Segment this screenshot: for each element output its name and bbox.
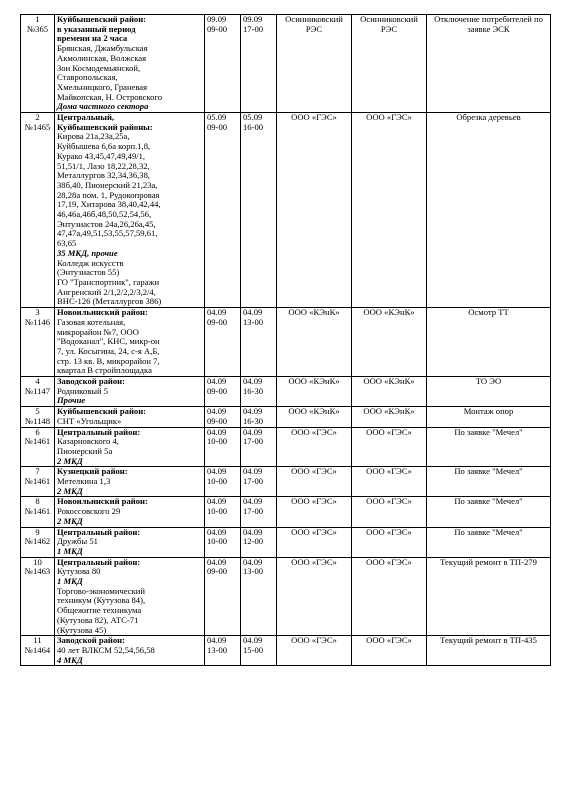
address-line: Майкопская, Н. Островского (57, 91, 163, 102)
start-date: 04.09 (207, 496, 227, 507)
start-date: 04.09 (207, 527, 227, 537)
row-number: 8 (35, 496, 40, 507)
address-line: Торгово-экономический (57, 585, 145, 596)
address-line: 4 МКД (57, 654, 83, 665)
request-id: №1462 (24, 536, 51, 547)
address-line: "Водоканал", КНС, микр-он (57, 336, 160, 347)
address-cell (55, 113, 205, 308)
address-line: Новоильинский район: (57, 307, 148, 318)
owner-cell (352, 557, 427, 636)
executor-cell (277, 467, 352, 497)
owner-cell (352, 636, 427, 666)
address-line: Новоильинский район: (57, 496, 148, 507)
table-body (21, 15, 551, 666)
reason-text: Монтаж опор (463, 406, 514, 417)
start-cell (205, 427, 241, 467)
address-line: Прочие (57, 395, 86, 406)
owner-org: ООО «ГЭС» (366, 466, 412, 477)
end-time: 16-00 (243, 121, 264, 132)
row-number-cell (21, 527, 55, 557)
executor-cell (277, 427, 352, 467)
end-date: 04.09 (243, 496, 263, 507)
executor-cell (277, 308, 352, 377)
executor-cell (277, 497, 352, 527)
end-cell (241, 557, 277, 636)
end-time: 17-00 (243, 506, 264, 517)
owner-org: ООО «КЭнК» (363, 376, 415, 387)
executor-cell (277, 636, 352, 666)
end-time: 12-00 (243, 536, 264, 547)
row-number-cell (21, 377, 55, 407)
end-date: 04.09 (243, 527, 263, 537)
start-cell (205, 527, 241, 557)
address-line: 40 лет ВЛКСМ 52,54,56,58 (57, 645, 155, 655)
request-id: №1465 (24, 121, 51, 132)
table-row (21, 113, 551, 308)
start-date: 04.09 (207, 557, 227, 567)
start-time: 10-00 (207, 436, 228, 447)
reason-cell (427, 636, 551, 666)
address-line: 28,28а пом. 1, Рудокопровая (57, 189, 160, 200)
end-cell (241, 15, 277, 113)
address-line: СНТ «Угольщик» (57, 415, 122, 426)
row-number: 5 (35, 406, 40, 417)
address-line: Ангренский 2/1,2/2,2/3,2/4, (57, 286, 156, 297)
request-id: №1461 (24, 476, 51, 487)
end-date: 09.09 (243, 14, 263, 24)
address-line: Центральный район: (57, 527, 141, 537)
owner-org: ООО «ГЭС» (366, 635, 412, 646)
address-line: (Энтузиастов 55) (57, 267, 120, 278)
address-line: Куйбышева 6,6а корп.1,8, (57, 141, 151, 152)
executor-org: ООО «КЭнК» (288, 406, 340, 417)
request-id: №1146 (24, 316, 51, 327)
row-number: 10 (33, 557, 42, 567)
request-id: №1147 (24, 385, 51, 396)
address-line: (Кутузова 82), АТС-71 (57, 614, 139, 625)
end-date: 04.09 (243, 557, 263, 567)
request-id: №1461 (24, 436, 51, 447)
start-time: 09-00 (207, 121, 228, 132)
start-cell (205, 636, 241, 666)
row-number-cell (21, 113, 55, 308)
address-line: Ставропольская, (57, 72, 118, 83)
address-cell (55, 407, 205, 427)
address-line: Центральный район: (57, 427, 141, 437)
address-line: 1 МКД (57, 576, 83, 587)
address-line: Заводской район: (57, 635, 125, 646)
address-line: в указанный период (57, 23, 136, 34)
address-line: микрорайон №7, ООО (57, 326, 139, 337)
end-cell (241, 497, 277, 527)
address-line: Колледж искусств (57, 257, 124, 268)
owner-org: ООО «ГЭС» (366, 427, 412, 437)
address-cell (55, 467, 205, 497)
end-time: 16-30 (243, 385, 264, 396)
address-line: 7, ул. Косыгина, 24, с-я А,Б, (57, 345, 160, 356)
table-row (21, 377, 551, 407)
start-cell (205, 113, 241, 308)
start-time: 09-00 (207, 415, 228, 426)
reason-text: По заявке "Мечел" (454, 496, 523, 507)
end-time: 13-00 (243, 566, 264, 577)
reason-cell (427, 557, 551, 636)
address-line: времени на 2 часа (57, 33, 128, 44)
address-cell (55, 15, 205, 113)
address-line: Хмельницкого, Граневая (57, 81, 148, 92)
address-cell (55, 497, 205, 527)
table-row (21, 407, 551, 427)
reason-cell (427, 308, 551, 377)
reason-text: Текущий ремонт в ТП-435 (440, 635, 537, 646)
address-line: Центральный, (57, 112, 115, 123)
owner-cell (352, 527, 427, 557)
address-line: Дружбы 51 (57, 536, 98, 547)
start-time: 10-00 (207, 476, 228, 487)
table-row (21, 427, 551, 467)
address-line: 35 МКД, прочие (57, 247, 118, 258)
executor-org: ООО «ГЭС» (291, 557, 337, 567)
row-number-cell (21, 407, 55, 427)
address-line: Кирова 21а,23а,25а, (57, 131, 130, 142)
start-time: 09-00 (207, 385, 228, 396)
table-row (21, 557, 551, 636)
request-id: №1461 (24, 506, 51, 517)
row-number-cell (21, 467, 55, 497)
reason-text: По заявке "Мечел" (454, 427, 523, 437)
row-number-cell (21, 636, 55, 666)
row-number: 1 (35, 14, 40, 24)
start-date: 04.09 (207, 635, 227, 646)
executor-cell (277, 527, 352, 557)
address-line: 51,51/1, Лазо 18,22,28,32, (57, 160, 150, 171)
table-row (21, 308, 551, 377)
row-number: 2 (35, 112, 40, 123)
address-line: Кутузова 80 (57, 566, 101, 577)
end-date: 04.09 (243, 635, 263, 646)
request-id: №365 (26, 23, 49, 34)
address-line: 17,19, Хитарова 38,40,42,44, (57, 199, 161, 210)
owner-cell (352, 308, 427, 377)
end-cell (241, 113, 277, 308)
end-time: 17-00 (243, 476, 264, 487)
row-number-cell (21, 308, 55, 377)
address-line: Курако 43,45,47,49,49/1, (57, 150, 146, 161)
address-line: Родниковый 5 (57, 385, 109, 396)
executor-org: ООО «КЭнК» (288, 376, 340, 387)
executor-org: Осинниковский РЭС (285, 14, 343, 34)
start-time: 10-00 (207, 536, 228, 547)
address-cell (55, 557, 205, 636)
start-date: 05.09 (207, 112, 227, 123)
address-line: Куйбышевский районы: (57, 121, 153, 132)
address-line: Куйбышевский район: (57, 406, 147, 417)
address-line: 38б,40, Пионерский 21,23а, (57, 179, 158, 190)
owner-cell (352, 467, 427, 497)
start-cell (205, 407, 241, 427)
reason-text: Осмотр ТТ (468, 307, 509, 318)
start-time: 10-00 (207, 506, 228, 517)
end-date: 04.09 (243, 406, 263, 417)
row-number-cell (21, 427, 55, 467)
end-cell (241, 427, 277, 467)
address-line: Металлургов 32,34,36,38, (57, 170, 151, 181)
address-line: 2 МКД (57, 515, 83, 526)
end-cell (241, 636, 277, 666)
owner-org: Осинниковский РЭС (360, 14, 418, 34)
address-line: 1 МКД (57, 545, 83, 556)
end-cell (241, 467, 277, 497)
address-cell (55, 427, 205, 467)
owner-cell (352, 377, 427, 407)
row-number-cell (21, 15, 55, 113)
address-line: 2 МКД (57, 455, 83, 466)
start-cell (205, 467, 241, 497)
end-time: 17-00 (243, 23, 264, 34)
owner-cell (352, 427, 427, 467)
row-number-cell (21, 497, 55, 527)
start-date: 04.09 (207, 406, 227, 417)
address-line: Зои Космодемьянской, (57, 62, 141, 73)
executor-cell (277, 377, 352, 407)
reason-text: Отключение потребителей по заявке ЭСК (434, 14, 543, 34)
row-number: 4 (35, 376, 40, 387)
start-time: 09-00 (207, 316, 228, 327)
end-cell (241, 377, 277, 407)
owner-org: ООО «КЭнК» (363, 307, 415, 318)
address-cell (55, 377, 205, 407)
address-line: Дома частного сектора (57, 101, 149, 112)
end-date: 04.09 (243, 466, 263, 477)
address-line: 2 МКД (57, 485, 83, 496)
reason-cell (427, 527, 551, 557)
reason-cell (427, 467, 551, 497)
executor-org: ООО «ГЭС» (291, 527, 337, 537)
start-date: 04.09 (207, 307, 227, 318)
owner-cell (352, 15, 427, 113)
start-date: 04.09 (207, 376, 227, 387)
start-date: 04.09 (207, 427, 227, 437)
executor-cell (277, 15, 352, 113)
end-time: 16-30 (243, 415, 264, 426)
address-line: Общежитие техникума (57, 605, 142, 616)
end-cell (241, 308, 277, 377)
start-cell (205, 15, 241, 113)
executor-org: ООО «ГЭС» (291, 427, 337, 437)
reason-text: Текущий ремонт в ТП-279 (440, 557, 537, 567)
reason-cell (427, 15, 551, 113)
executor-org: ООО «ГЭС» (291, 112, 337, 123)
address-line: Центральный район: (57, 557, 141, 567)
start-cell (205, 557, 241, 636)
row-number: 9 (35, 527, 40, 537)
table-row (21, 636, 551, 666)
start-date: 09.09 (207, 14, 227, 24)
end-time: 15-00 (243, 645, 264, 655)
address-line: стр. 13 кв. В, микрорайон 7, (57, 355, 160, 366)
end-time: 17-00 (243, 436, 264, 447)
row-number: 11 (33, 635, 42, 646)
address-line: (Кутузова 45) (57, 624, 107, 635)
address-line: Метелкина 1,3 (57, 476, 111, 487)
start-time: 09-00 (207, 23, 228, 34)
address-line: ГО "Транспортник", гаражи (57, 276, 160, 287)
address-cell (55, 636, 205, 666)
reason-cell (427, 407, 551, 427)
table-row (21, 15, 551, 113)
table-row (21, 497, 551, 527)
executor-cell (277, 113, 352, 308)
owner-cell (352, 113, 427, 308)
owner-cell (352, 497, 427, 527)
reason-text: ТО ЭО (475, 376, 502, 387)
end-date: 04.09 (243, 307, 263, 318)
reason-text: Обрезка деревьев (456, 112, 521, 123)
request-id: №1464 (24, 645, 51, 655)
outage-schedule-table (20, 14, 551, 666)
address-line: 47,47а,49,51,53,55,57,59,61, (57, 228, 158, 239)
owner-org: ООО «КЭнК» (363, 406, 415, 417)
start-date: 04.09 (207, 466, 227, 477)
executor-org: ООО «КЭнК» (288, 307, 340, 318)
address-line: 63,65 (57, 238, 77, 249)
address-line: Пионерский 5а (57, 445, 113, 456)
address-line: Кузнецкий район: (57, 466, 128, 477)
address-line: Казарновского 4, (57, 436, 119, 447)
start-time: 09-00 (207, 566, 228, 577)
owner-org: ООО «ГЭС» (366, 112, 412, 123)
start-cell (205, 377, 241, 407)
owner-org: ООО «ГЭС» (366, 557, 412, 567)
reason-cell (427, 497, 551, 527)
address-line: Брянская, Джамбульская (57, 43, 148, 54)
start-cell (205, 497, 241, 527)
table-row (21, 467, 551, 497)
end-date: 05.09 (243, 112, 263, 123)
end-date: 04.09 (243, 376, 263, 387)
table-row (21, 527, 551, 557)
reason-cell (427, 427, 551, 467)
start-cell (205, 308, 241, 377)
end-cell (241, 407, 277, 427)
address-line: Куйбышевский район: (57, 14, 147, 24)
owner-org: ООО «ГЭС» (366, 527, 412, 537)
request-id: №1148 (24, 415, 51, 426)
row-number: 6 (35, 427, 40, 437)
address-line: Рокоссовского 29 (57, 506, 121, 517)
address-line: Заводской район: (57, 376, 125, 387)
address-line: Газовая котельная, (57, 316, 126, 327)
executor-org: ООО «ГЭС» (291, 466, 337, 477)
end-time: 13-00 (243, 316, 264, 327)
owner-cell (352, 407, 427, 427)
executor-org: ООО «ГЭС» (291, 635, 337, 646)
request-id: №1463 (24, 566, 51, 577)
address-cell (55, 527, 205, 557)
end-date: 04.09 (243, 427, 263, 437)
reason-text: По заявке "Мечел" (454, 527, 523, 537)
row-number-cell (21, 557, 55, 636)
row-number: 3 (35, 307, 40, 318)
executor-org: ООО «ГЭС» (291, 496, 337, 507)
address-line: 46,46а,46б,48,50,52,54,56, (57, 209, 152, 220)
address-line: Энтузиастов 24а,26,26а,45, (57, 218, 156, 229)
address-line: ВНС-126 (Металлургов 386) (57, 296, 162, 307)
executor-cell (277, 557, 352, 636)
owner-org: ООО «ГЭС» (366, 496, 412, 507)
reason-text: По заявке "Мечел" (454, 466, 523, 477)
start-time: 13-00 (207, 645, 228, 655)
address-line: Акмолинская, Волжская (57, 52, 147, 63)
address-line: квартал В стройплощадка (57, 365, 152, 376)
row-number: 7 (35, 466, 40, 477)
address-line: техникум (Кутузова 84), (57, 595, 146, 606)
address-cell (55, 308, 205, 377)
reason-cell (427, 113, 551, 308)
executor-cell (277, 407, 352, 427)
reason-cell (427, 377, 551, 407)
end-cell (241, 527, 277, 557)
